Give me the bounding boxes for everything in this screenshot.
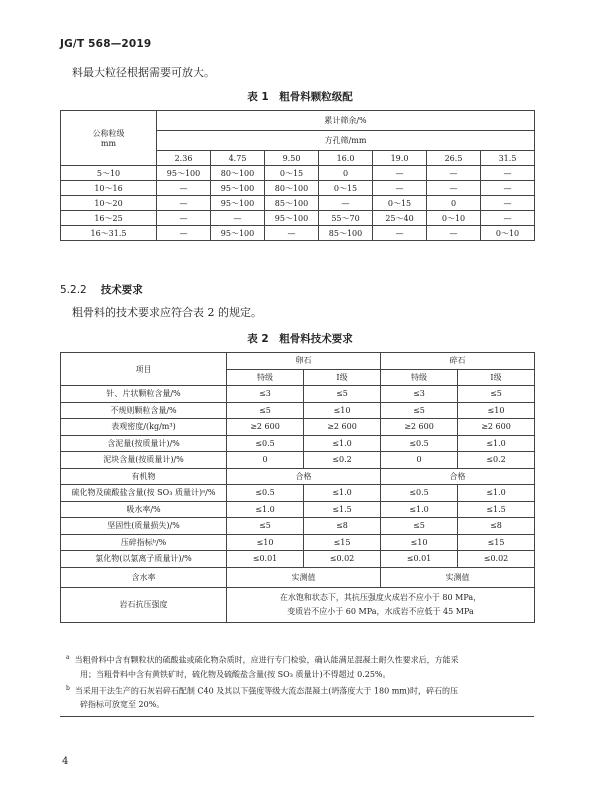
t2-row-label: 含泥量(按质量计)/% <box>61 435 227 452</box>
t2-rock-line1: 在水饱和状态下，其抗压强度火成岩不应小于 80 MPa， <box>279 592 482 602</box>
t2-rock-value <box>227 587 535 622</box>
t2-row <box>61 551 535 568</box>
t1-body <box>61 166 535 241</box>
t2-cell: ≤1.5 <box>458 501 535 518</box>
standard-code-header: JG/T 568—2019 <box>60 38 152 50</box>
t1-sieve-size: 26.5 <box>427 151 481 166</box>
t2-cell: ≤0.5 <box>227 435 304 452</box>
t2-row <box>61 452 535 469</box>
t1-sieve-header: 方孔筛/mm <box>157 131 535 151</box>
section-heading <box>60 282 143 297</box>
t2-cell: ≤0.02 <box>304 551 381 568</box>
t2-row <box>61 534 535 551</box>
t1-cell: — <box>211 211 265 226</box>
t2-row-label: 针、片状颗粒含量/% <box>61 386 227 403</box>
t1-sieve-size: 16.0 <box>319 151 373 166</box>
t2-row-label: 表观密度/(kg/m³) <box>61 419 227 436</box>
t1-col-unit: mm <box>100 139 117 148</box>
t2-cell: ≥2 600 <box>304 419 381 436</box>
t1-col-label: 公称粒级 <box>92 129 125 138</box>
t1-row <box>61 181 535 196</box>
t1-sieve-size: 2.36 <box>157 151 211 166</box>
footnote-b-line1: 当采用干法生产的石灰岩碎石配制 C40 及其以下强度等级大流态混凝土(坍落度大于 180 mm)时，碎石的压 <box>74 686 458 696</box>
t2-body-a <box>61 386 535 469</box>
footnote-a <box>60 651 534 668</box>
t2-cell: ≤8 <box>458 518 535 535</box>
t2-grade-one-a: Ⅰ级 <box>304 369 381 386</box>
t2-cell: ≥2 600 <box>458 419 535 436</box>
t2-row-label: 氯化物(以氯离子质量计)/% <box>61 551 227 568</box>
t1-cell: — <box>157 181 211 196</box>
t2-row-label: 不规则颗粒含量/% <box>61 402 227 419</box>
t2-rock-line2: 变质岩不应小于 60 MPa，水成岩不应低于 45 MPa <box>287 606 474 616</box>
t1-row <box>61 166 535 181</box>
t2-cell: ≤1.0 <box>304 435 381 452</box>
t1-sieve-size: 4.75 <box>211 151 265 166</box>
t1-group-header: 累计筛余/% <box>157 111 535 131</box>
footnote-b-mark: b <box>66 684 70 692</box>
t2-cell: ≤15 <box>304 534 381 551</box>
page-number: 4 <box>62 756 69 767</box>
requirements-table <box>60 352 535 623</box>
t1-cell: — <box>427 181 481 196</box>
t2-row <box>61 485 535 502</box>
t2-organic-a: 合格 <box>227 468 381 485</box>
t1-row <box>61 211 535 226</box>
section-title: 技术要求 <box>100 284 143 296</box>
t1-cell: — <box>319 196 373 211</box>
t2-row-label: 吸水率/% <box>61 501 227 518</box>
t1-cell: — <box>373 181 427 196</box>
t1-cell: — <box>481 196 535 211</box>
t2-item-header: 项目 <box>61 353 227 386</box>
t1-cell: — <box>481 166 535 181</box>
t2-rock-row <box>61 587 535 622</box>
t2-cell: 0 <box>381 452 458 469</box>
table1-caption: 表 1 粗骨料颗粒级配 <box>247 91 353 103</box>
t2-row-label: 硫化物及硫酸盐含量(按 SO₃ 质量计)ᵃ/% <box>61 485 227 502</box>
t1-sieve-size: 19.0 <box>373 151 427 166</box>
t1-cell: 0～15 <box>319 181 373 196</box>
t1-cell: 0～15 <box>265 166 319 181</box>
t1-row-label: 10～16 <box>61 181 157 196</box>
t2-cell: ≤15 <box>458 534 535 551</box>
t2-row <box>61 435 535 452</box>
t2-cell: ≤10 <box>304 402 381 419</box>
t1-cell: 95～100 <box>211 226 265 241</box>
t2-cell: ≤0.02 <box>458 551 535 568</box>
t1-cell: 85～100 <box>319 226 373 241</box>
t1-row-label: 10～20 <box>61 196 157 211</box>
t2-cell: ≥2 600 <box>381 419 458 436</box>
t2-cell: ≤0.5 <box>227 485 304 502</box>
t2-cell: ≤0.2 <box>458 452 535 469</box>
t1-row-label: 16～31.5 <box>61 226 157 241</box>
t1-cell: 85～100 <box>265 196 319 211</box>
t1-cell: 0～15 <box>373 196 427 211</box>
t2-cell: ≤3 <box>381 386 458 403</box>
t2-cell: ≤1.0 <box>381 501 458 518</box>
t2-cell: ≤1.0 <box>458 435 535 452</box>
table-footnotes <box>60 651 534 717</box>
t1-cell: 0～10 <box>481 226 535 241</box>
t2-cell: ≤0.01 <box>381 551 458 568</box>
footnote-b-cont: 碎指标可放宽至 20%。 <box>80 700 165 710</box>
t2-cell: ≤10 <box>381 534 458 551</box>
t1-cell: 80～100 <box>211 166 265 181</box>
t1-cell: 95～100 <box>211 196 265 211</box>
t2-cell: ≤5 <box>458 386 535 403</box>
t2-row <box>61 518 535 535</box>
t1-cell: — <box>427 226 481 241</box>
t2-cell: ≤1.0 <box>458 485 535 502</box>
t1-cell: 95～100 <box>265 211 319 226</box>
t1-cell: — <box>157 226 211 241</box>
section-paragraph: 粗骨料的技术要求应符合表 2 的规定。 <box>72 306 262 319</box>
t1-cell: — <box>481 181 535 196</box>
t2-cell: ≤1.5 <box>304 501 381 518</box>
t2-group-pebble: 卵石 <box>227 353 381 370</box>
t1-row-label: 5～10 <box>61 166 157 181</box>
t2-cell: ≥2 600 <box>227 419 304 436</box>
intro-paragraph: 料最大粒径根据需要可放大。 <box>72 66 215 79</box>
t2-grade-special-b: 特级 <box>381 369 458 386</box>
t2-cell: ≤5 <box>381 518 458 535</box>
t1-particle-size-header <box>61 111 157 166</box>
t2-group-gravel: 碎石 <box>381 353 535 370</box>
t1-sieve-size: 31.5 <box>481 151 535 166</box>
t1-cell: — <box>373 226 427 241</box>
t1-cell: — <box>427 166 481 181</box>
t2-row <box>61 501 535 518</box>
t1-cell: 25～40 <box>373 211 427 226</box>
t2-row <box>61 402 535 419</box>
t2-cell: ≤8 <box>304 518 381 535</box>
t2-organic-b: 合格 <box>381 468 535 485</box>
t2-cell: ≤10 <box>227 534 304 551</box>
t2-organic-label: 有机物 <box>61 468 227 485</box>
t1-sieve-size: 9.50 <box>265 151 319 166</box>
t2-cell: ≤1.0 <box>227 501 304 518</box>
t1-row-label: 16～25 <box>61 211 157 226</box>
t2-row-label: 泥块含量(按质量计)/% <box>61 452 227 469</box>
t2-water-a: 实测值 <box>227 567 381 587</box>
footnote-b <box>60 682 534 699</box>
t1-cell: — <box>157 211 211 226</box>
t2-cell: ≤3 <box>227 386 304 403</box>
t2-water-label: 含水率 <box>61 567 227 587</box>
t2-rock-label: 岩石抗压强度 <box>61 587 227 622</box>
t2-grade-one-b: Ⅰ级 <box>458 369 535 386</box>
t1-row <box>61 226 535 241</box>
table2-caption: 表 2 粗骨料技术要求 <box>247 333 353 345</box>
t1-cell: — <box>373 166 427 181</box>
t1-cell: — <box>157 196 211 211</box>
t1-row <box>61 196 535 211</box>
t2-cell: ≤10 <box>458 402 535 419</box>
t2-row <box>61 386 535 403</box>
section-number: 5.2.2 <box>60 284 87 296</box>
t1-cell: 0～10 <box>427 211 481 226</box>
footnote-a-mark: a <box>66 654 70 661</box>
t2-grade-special-a: 特级 <box>227 369 304 386</box>
t2-row-label: 压碎指标ᵇ/% <box>61 534 227 551</box>
t2-cell: ≤0.5 <box>381 435 458 452</box>
t1-cell: 80～100 <box>265 181 319 196</box>
t2-cell: ≤5 <box>227 402 304 419</box>
t2-cell: ≤0.01 <box>227 551 304 568</box>
t1-cell: 55～70 <box>319 211 373 226</box>
t1-cell: 0 <box>427 196 481 211</box>
t1-cell: 95～100 <box>211 181 265 196</box>
t2-cell: ≤0.2 <box>304 452 381 469</box>
t2-row-label: 坚固性(质量损失)/% <box>61 518 227 535</box>
t1-cell: — <box>265 226 319 241</box>
t2-row <box>61 419 535 436</box>
t2-organic-row <box>61 468 535 485</box>
t2-cell: ≤5 <box>227 518 304 535</box>
t1-cell: — <box>481 211 535 226</box>
t2-cell: ≤5 <box>381 402 458 419</box>
grading-table <box>60 110 535 241</box>
t2-water-row <box>61 567 535 587</box>
t2-cell: ≤1.0 <box>304 485 381 502</box>
footnote-a-line1: 当粗骨料中含有颗粒状的硫酸盐或硫化物杂质时，应进行专门检验，确认能满足混凝土耐久性要求后，方能采 <box>74 655 459 665</box>
t2-cell: 0 <box>227 452 304 469</box>
t2-cell: ≤5 <box>304 386 381 403</box>
t1-cell: 95～100 <box>157 166 211 181</box>
t1-cell: 0 <box>319 166 373 181</box>
footnote-a-cont: 用；当粗骨料中含有黄铁矿时，硫化物及硫酸盐含量(按 SO₃ 质量计)不得超过 0.25%。 <box>80 669 391 679</box>
t2-water-b: 实测值 <box>381 567 535 587</box>
t2-cell: ≤0.5 <box>381 485 458 502</box>
t2-body-b <box>61 485 535 568</box>
